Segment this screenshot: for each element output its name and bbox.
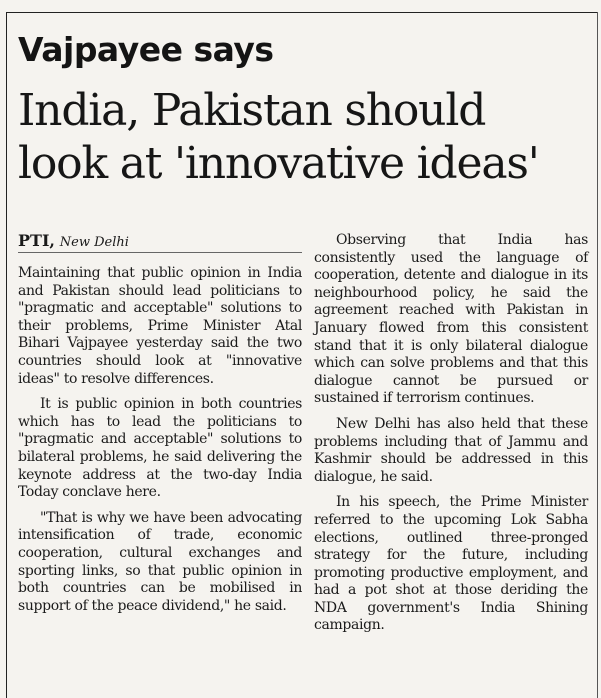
headline [18,84,598,190]
headline-line-1: India, Pakistan should [18,85,486,136]
body-paragraph: In his speech, the Prime Minister referred to the upcoming Lok Sabha elections, outlined three-pronged strategy for the future, including promoting productive employment, and had a pot shot at those deriding the NDA government's India Shining campaign. [314,494,588,634]
body-paragraph: It is public opinion in both countries which has to lead the politicians to "pragmatic and acceptable" solutions to bilateral problems, he said delivering the keynote address at the two-day India Today conclave here. [18,396,302,501]
top-rule [6,12,598,13]
headline-line-2: look at 'innovative ideas' [18,138,539,189]
byline-place: New Delhi [59,235,129,250]
left-rule [6,12,7,698]
left-column [18,265,302,623]
body-paragraph: New Delhi has also held that these problems including that of Jammu and Kashmir should be addressed in this dialogue, he said. [314,415,588,485]
body-paragraph: "That is why we have been advocating intensification of trade, economic cooperation, cultural exchanges and sporting links, so that public opinion in both countries can be mobilised in support of the peace dividend," he said. [18,509,302,614]
byline-agency: PTI, [18,231,55,250]
body-paragraph: Maintaining that public opinion in India and Pakistan should lead politicians to "pragmatic and acceptable" solutions to their problems, Prime Minister Atal Bihari Vajpayee yesterday said the two countries should look at "innovative ideas" to resolve differences. [18,265,302,387]
kicker: Vajpayee says [18,30,274,69]
right-column [314,232,588,643]
byline-rule [18,252,302,253]
byline [18,231,129,250]
body-paragraph: Observing that India has consistently used the language of cooperation, detente and dialogue in its neighbourhood policy, he said the agreement reached with Pakistan in January flowed from this consistent stand that it is only bilateral dialogue which can solve problems and that this dialogue cannot be pursued or sustained if terrorism continues. [314,232,588,407]
